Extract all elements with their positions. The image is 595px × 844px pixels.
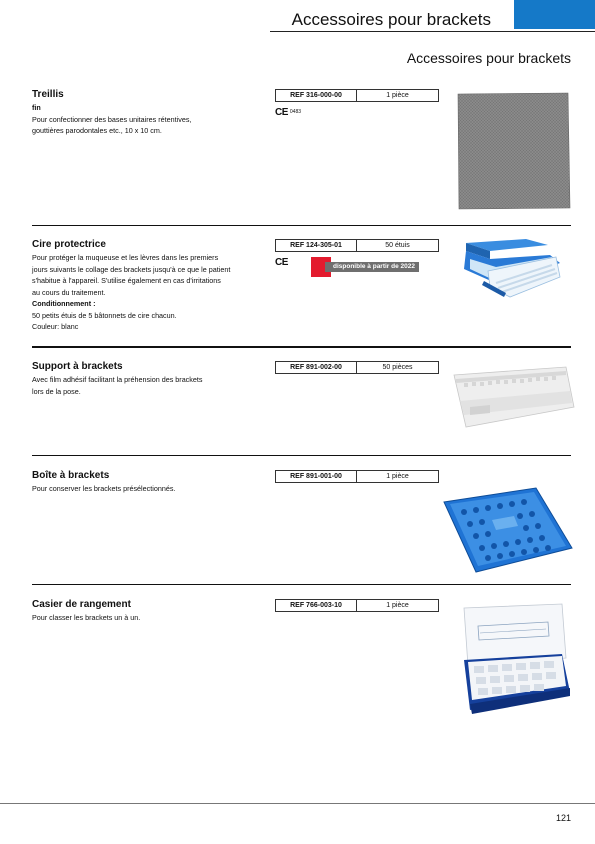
product-treillis <box>32 89 571 219</box>
ref-quantity: 1 pièce <box>386 92 409 99</box>
section-divider <box>32 225 571 226</box>
product-title: Treillis <box>32 89 64 100</box>
ref-quantity: 50 pièces <box>382 364 413 371</box>
ref-code: REF 891-001-00 <box>276 471 357 482</box>
product-title: Support à brackets <box>32 361 123 372</box>
section-divider <box>32 346 571 348</box>
ref-table <box>275 239 439 252</box>
product-support-brackets <box>32 361 571 451</box>
ce-mark: CE $^{0483}$ <box>275 107 302 118</box>
ce-mark: CE <box>275 257 288 268</box>
ref-code: REF 316-000-00 <box>276 90 357 101</box>
header-rule <box>270 31 595 32</box>
page-subtitle: Accessoires pour brackets <box>406 50 571 66</box>
product-boite-brackets <box>32 470 571 580</box>
header-title: Accessoires pour brackets <box>291 10 491 29</box>
ref-quantity: 1 pièce <box>386 473 409 480</box>
ref-table <box>275 89 439 102</box>
product-casier-rangement <box>32 599 571 719</box>
bracket-box-image <box>440 486 574 581</box>
product-description: Avec film adhésif facilitant la préhension des brackets lors de la pose. <box>32 375 203 396</box>
ref-table <box>275 599 439 612</box>
ref-table <box>275 470 439 483</box>
ref-quantity: 1 pièce <box>386 602 409 609</box>
product-description: Pour conserver les brackets présélectionnés. <box>32 484 176 493</box>
storage-case-image <box>450 600 574 723</box>
product-title: Casier de rangement <box>32 599 131 610</box>
footer-rule <box>0 803 595 804</box>
product-title: Boîte à brackets <box>32 470 110 481</box>
ce-number: 0483 <box>289 109 302 115</box>
wax-case-image <box>460 237 570 308</box>
product-title: Cire protectrice <box>32 239 106 250</box>
badge-text: disponible à partir de 2022 <box>325 262 419 272</box>
product-description: Pour protéger la muqueuse et les lèvres dans les premiers jours suivants le collage des brackets jusqu'à ce que le patient s'habitue à l'appareil. S'utilise également en cas d'irritations au cours du traitement. Conditionnement : 50 petits étuis de 5 bâtonnets de cire chacun. Couleur: blanc <box>32 253 231 331</box>
section-divider <box>32 584 571 585</box>
availability-badge <box>311 261 419 273</box>
ref-code: REF 891-002-00 <box>276 362 357 373</box>
section-divider <box>32 455 571 456</box>
header-accent-tab <box>514 0 595 29</box>
ref-quantity: 50 étuis <box>385 242 410 249</box>
bracket-support-image <box>450 363 576 434</box>
product-description: Pour classer les brackets un à un. <box>32 613 141 622</box>
mesh-image <box>456 92 572 215</box>
product-cire-protectrice <box>32 239 571 344</box>
ref-table <box>275 361 439 374</box>
ref-code: REF 766-003-10 <box>276 600 357 611</box>
product-description: fin Pour confectionner des bases unitaires rétentives, gouttières parodontales etc., 10 x 10 cm. <box>32 103 192 135</box>
page-number: 121 <box>555 813 571 823</box>
ref-code: REF 124-305-01 <box>276 240 357 251</box>
